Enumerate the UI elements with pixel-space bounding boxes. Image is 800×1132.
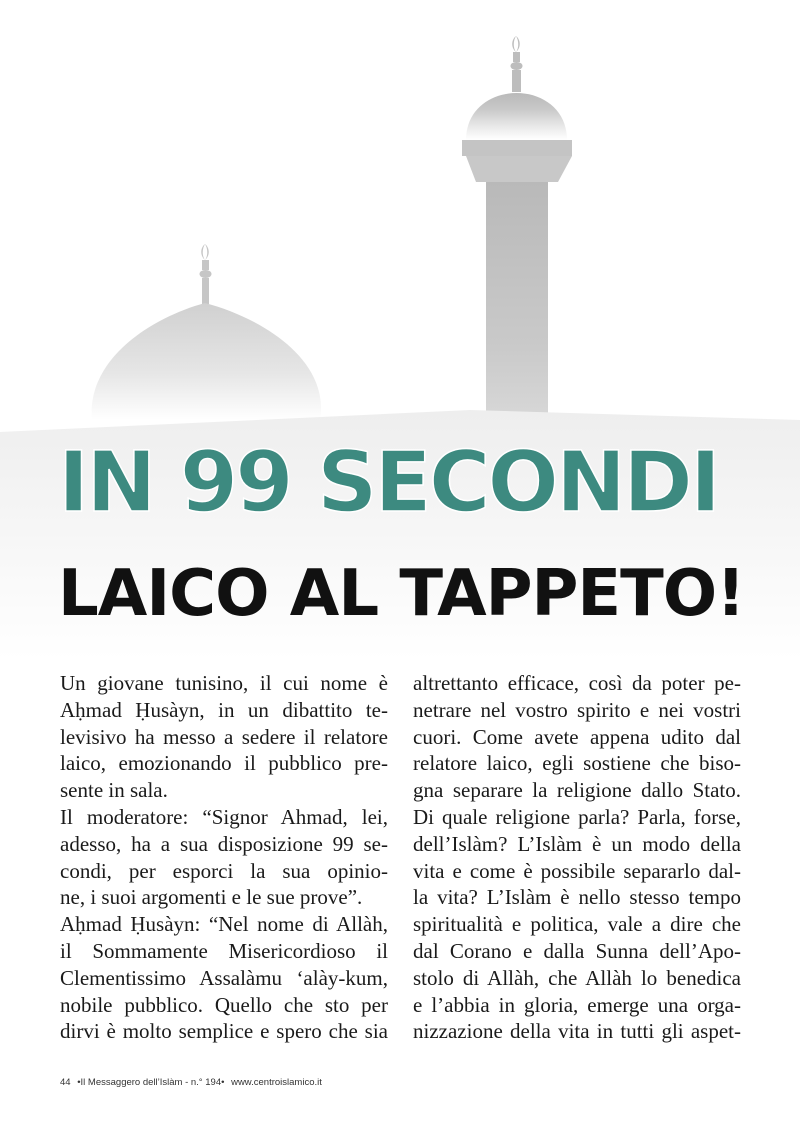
text-line: altrettanto efficace, così da poter pe- bbox=[413, 671, 741, 695]
text-line: levisivo ha messo a sedere il relatore bbox=[60, 724, 388, 749]
text-line: la vita? L’Islàm è nello stesso tempo bbox=[413, 885, 741, 910]
text-line: cuori. Come avete appena udito dal bbox=[413, 724, 741, 749]
dome-shape bbox=[92, 244, 321, 420]
paragraph-response bbox=[60, 911, 388, 1045]
website-link[interactable]: www.centroislamico.it bbox=[231, 1077, 322, 1088]
paragraph-continued bbox=[413, 670, 741, 1045]
text-line: Aḥmad Ḥusàyn, in un dibattito te- bbox=[60, 697, 388, 722]
text-line: il Sommamente Misericordioso il bbox=[60, 938, 388, 963]
article-column-right bbox=[413, 670, 741, 1045]
text-line: condi, per esporci la sua opinio- bbox=[60, 858, 388, 883]
text-line: e l’abbia in gloria, emerge una orga- bbox=[413, 992, 741, 1017]
text-line: stolo di Allàh, che Allàh lo benedica bbox=[413, 965, 741, 990]
subheadline: LAICO AL TAPPETO! bbox=[58, 557, 745, 631]
text-line: Clementissimo Assalàmu ‘alày-kum, bbox=[60, 965, 388, 990]
text-line: nobile pubblico. Quello che sto per bbox=[60, 992, 388, 1017]
text-line: dirvi è molto semplice e spero che sia bbox=[60, 1019, 388, 1044]
publication-name: •Il Messaggero dell’Islàm - n.° 194• bbox=[77, 1077, 225, 1088]
text-line: Il moderatore: “Signor Ahmad, lei, bbox=[60, 804, 388, 829]
text-line: netrare nel vostro spirito e nei vostri bbox=[413, 697, 741, 722]
text-line: dal Corano e dalla Sunna dell’Apo- bbox=[413, 938, 741, 963]
text-line: vita e come è possibile separarlo dal- bbox=[413, 858, 741, 883]
article-column-left bbox=[60, 670, 388, 1045]
text-line: gna separare la religione dallo Stato. bbox=[413, 778, 741, 803]
headline: IN 99 SECONDI bbox=[58, 433, 719, 531]
paragraph-intro bbox=[60, 670, 388, 804]
text-line: ne, i suoi argomenti e le sue prove”. bbox=[60, 885, 363, 910]
text-line: Aḥmad Ḥusàyn: “Nel nome di Allàh, bbox=[60, 912, 388, 937]
text-line: dell’Islàm? L’Islàm è un modo della bbox=[413, 831, 741, 856]
text-line: nizzazione della vita in tutti gli aspet- bbox=[413, 1019, 741, 1044]
text-line: sente in sala. bbox=[60, 778, 168, 803]
page-footer bbox=[60, 1077, 326, 1088]
text-line: relatore laico, egli sostiene che biso- bbox=[413, 751, 741, 776]
text-line: Di quale religione parla? Parla, forse, bbox=[413, 804, 741, 829]
page-number: 44 bbox=[60, 1077, 71, 1088]
text-line: spiritualità e politica, vale a dire che bbox=[413, 912, 741, 937]
text-line: laico, emozionando il pubblico pre- bbox=[60, 751, 388, 776]
text-line: Un giovane tunisino, il cui nome è bbox=[60, 671, 388, 695]
paragraph-moderator bbox=[60, 804, 388, 911]
text-line: adesso, ha a sua disposizione 99 se- bbox=[60, 831, 388, 856]
